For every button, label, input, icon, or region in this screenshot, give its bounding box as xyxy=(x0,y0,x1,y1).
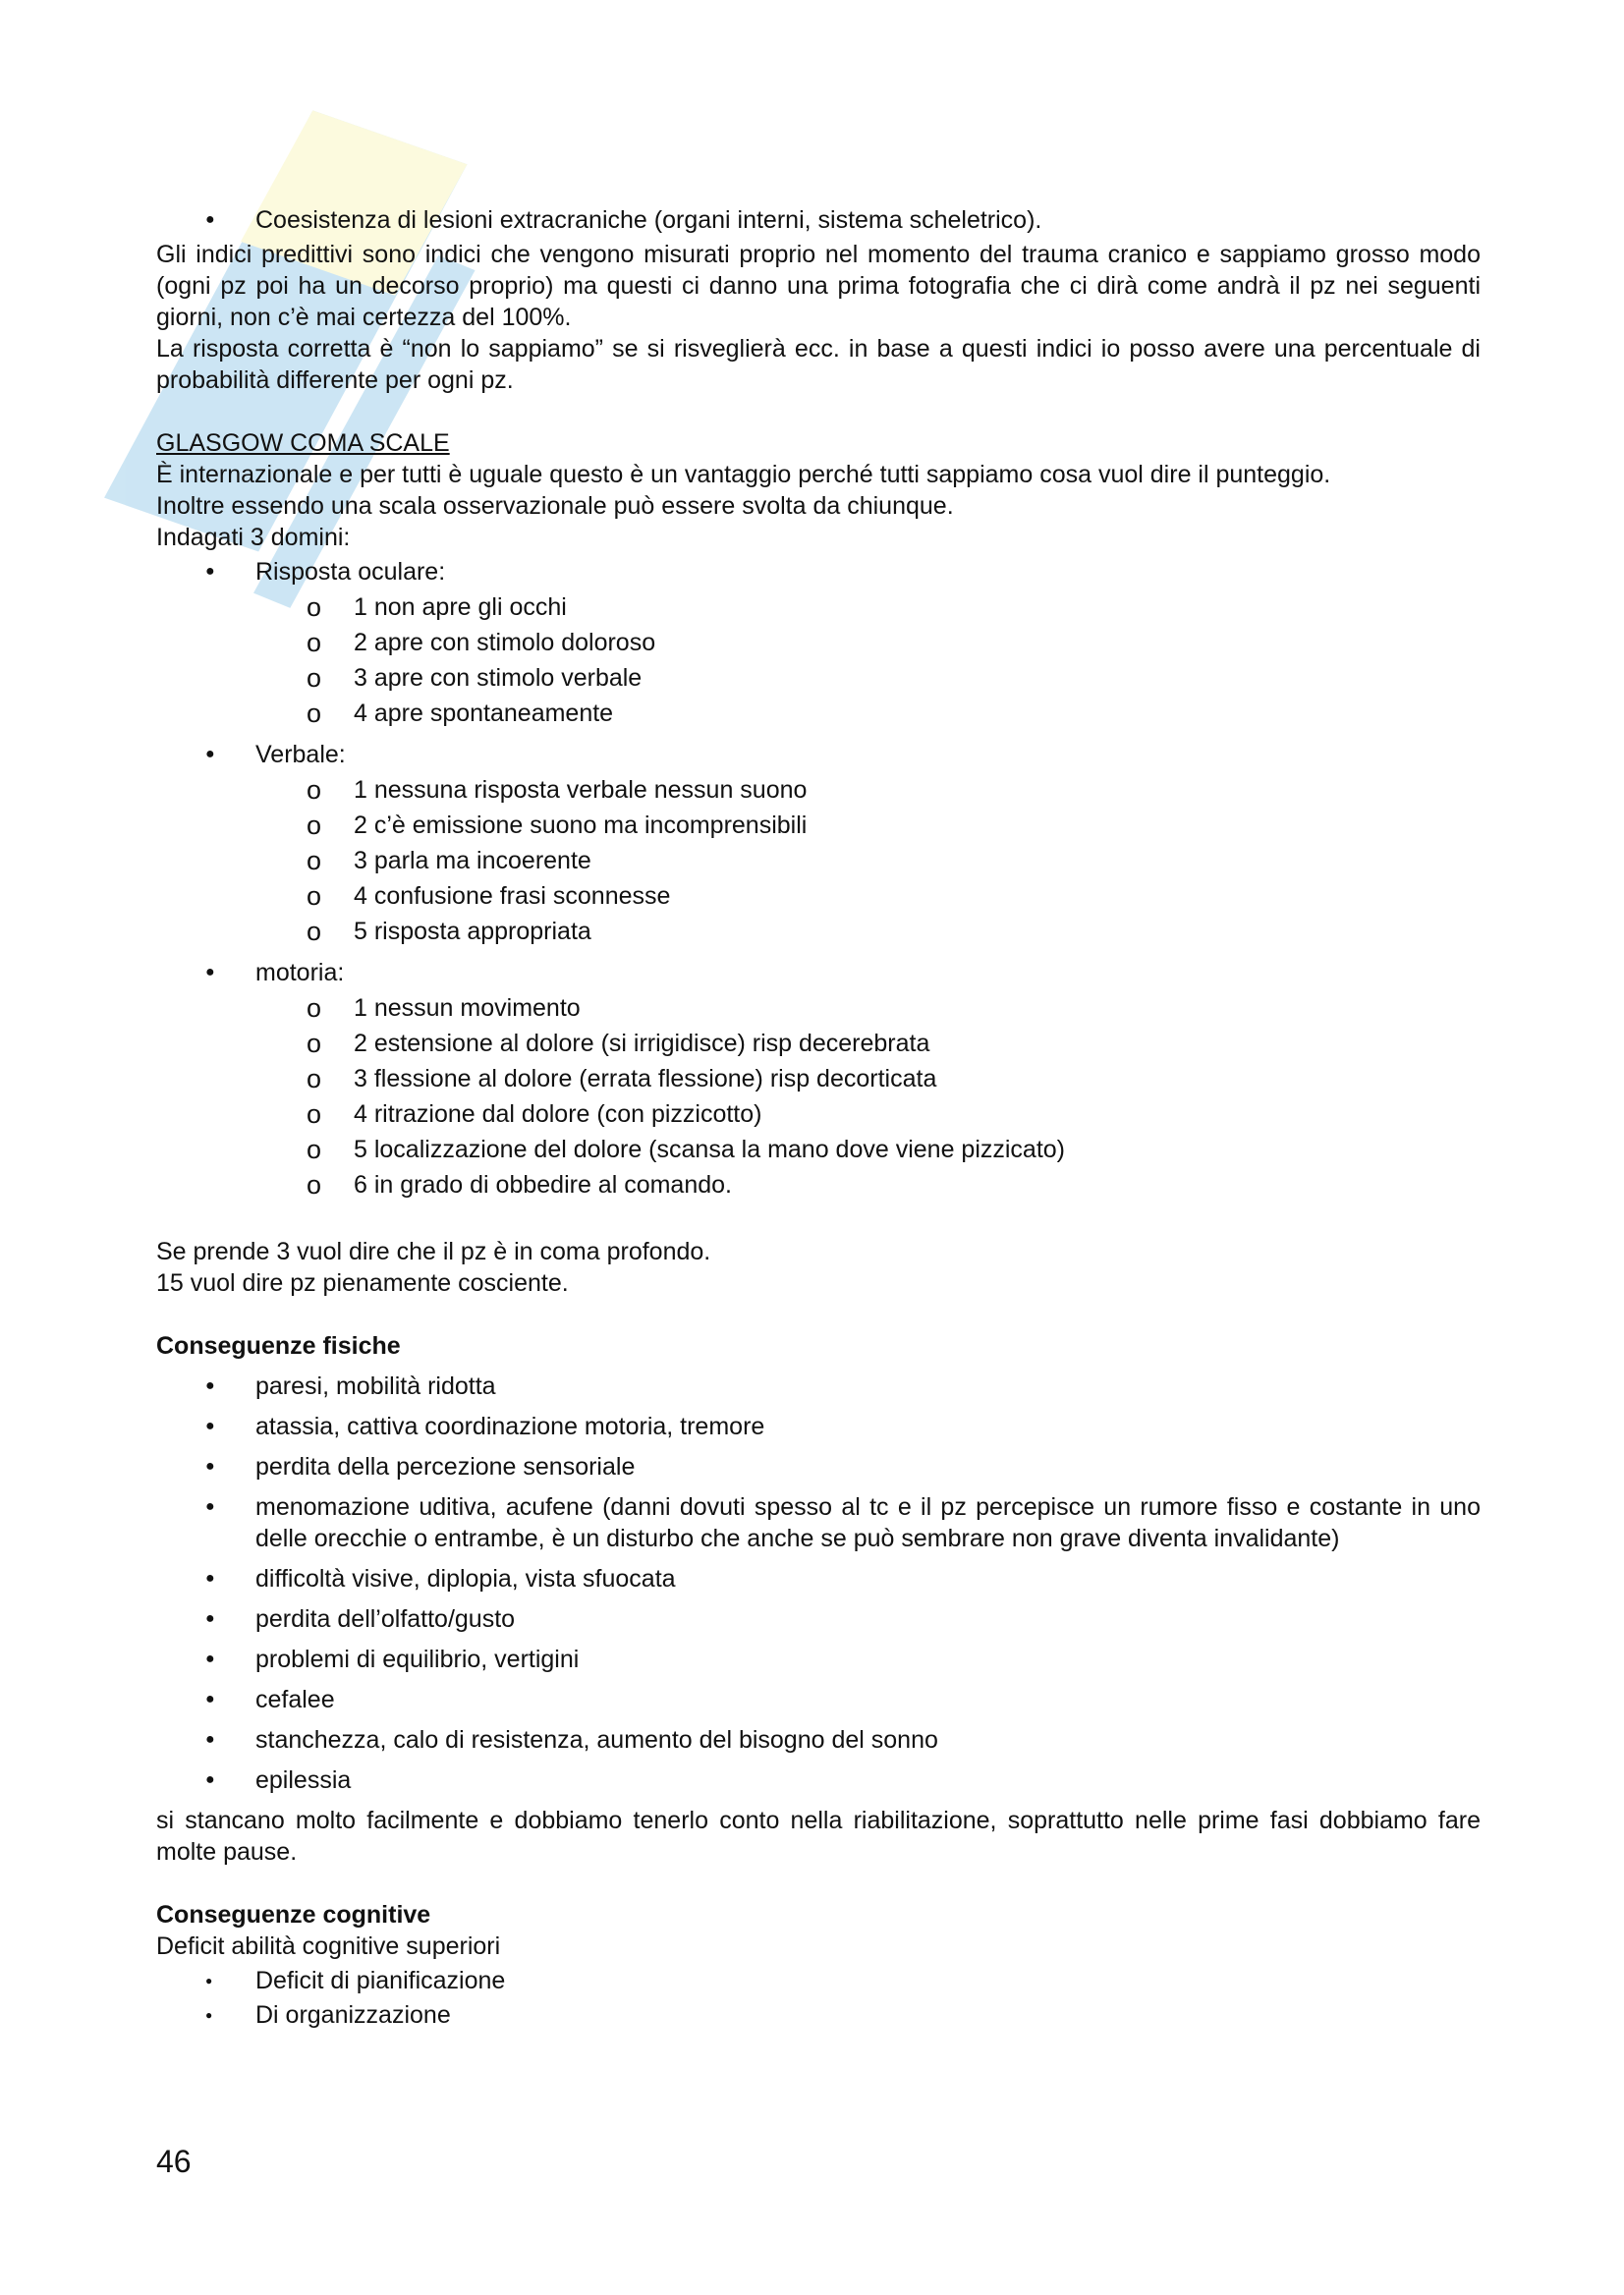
motor-item: o 6 in grado di obbedire al comando. xyxy=(156,1169,1481,1201)
physical-item: ● difficoltà visive, diplopia, vista sfuocata xyxy=(156,1563,1481,1595)
verbal-item: o 5 risposta appropriata xyxy=(156,916,1481,947)
physical-item: ● menomazione uditiva, acufene (danni dovuti spesso al tc e il pz percepisce un rumore fisso e costante in uno delle orecchie o entrambe, è un disturbo che anche se può sembrare non grave diventa invalidante) xyxy=(156,1491,1481,1554)
physical-list xyxy=(156,1371,1481,1796)
cognitive-item: ● Di organizzazione xyxy=(156,1999,1481,2031)
glasgow-heading: GLASGOW COMA SCALE xyxy=(156,429,450,457)
physical-note: si stancano molto facilmente e dobbiamo tenerlo conto nella riabilitazione, soprattutto nelle prime fasi dobbiamo fare molte pause. xyxy=(156,1807,1481,1866)
motor-item: o 5 localizzazione del dolore (scansa la mano dove viene pizzicato) xyxy=(156,1134,1481,1165)
motor-item: o 3 flessione al dolore (errata flessione) risp decorticata xyxy=(156,1063,1481,1094)
cognitive-heading: Conseguenze cognitive xyxy=(156,1901,431,1929)
physical-item: ● perdita dell’olfatto/gusto xyxy=(156,1603,1481,1635)
physical-heading: Conseguenze fisiche xyxy=(156,1332,401,1360)
score-high: 15 vuol dire pz pienamente cosciente. xyxy=(156,1269,569,1297)
physical-item: ● paresi, mobilità ridotta xyxy=(156,1371,1481,1402)
domain-ocular: ● Risposta oculare: xyxy=(156,556,1481,588)
motor-item: o 1 nessun movimento xyxy=(156,992,1481,1024)
domain-verbal: ● Verbale: xyxy=(156,739,1481,770)
verbal-item: o 3 parla ma incoerente xyxy=(156,845,1481,876)
intro-bullet: ● Coesistenza di lesioni extracraniche (organi interni, sistema scheletrico). xyxy=(156,204,1481,236)
ocular-item: o 3 apre con stimolo verbale xyxy=(156,662,1481,694)
physical-item: ● problemi di equilibrio, vertigini xyxy=(156,1644,1481,1675)
ocular-item: o 2 apre con stimolo doloroso xyxy=(156,627,1481,658)
domain-motor: ● motoria: xyxy=(156,957,1481,988)
score-low: Se prende 3 vuol dire che il pz è in coma profondo. xyxy=(156,1238,711,1265)
verbal-item: o 4 confusione frasi sconnesse xyxy=(156,880,1481,912)
physical-item: ● stanchezza, calo di resistenza, aumento del bisogno del sonno xyxy=(156,1724,1481,1756)
verbal-item: o 2 c’è emissione suono ma incomprensibili xyxy=(156,810,1481,841)
intro-paragraph-1: Gli indici predittivi sono indici che vengono misurati proprio nel momento del trauma cranico e sappiamo grosso modo (ogni pz poi ha un decorso proprio) ma questi ci danno una prima fotografia che ci dirà come andrà il pz nei seguenti giorni, non c’è mai certezza del 100%. xyxy=(156,241,1481,331)
physical-item: ● atassia, cattiva coordinazione motoria, tremore xyxy=(156,1411,1481,1442)
cognitive-item: ● Deficit di pianificazione xyxy=(156,1965,1481,1996)
glasgow-line-1: È internazionale e per tutti è uguale questo è un vantaggio perché tutti sappiamo cosa vuol dire il punteggio. xyxy=(156,461,1331,488)
ocular-item: o 4 apre spontaneamente xyxy=(156,698,1481,729)
physical-item: ● perdita della percezione sensoriale xyxy=(156,1451,1481,1483)
physical-item: ● epilessia xyxy=(156,1764,1481,1796)
cognitive-subheading: Deficit abilità cognitive superiori xyxy=(156,1932,501,1960)
intro-paragraph-2: La risposta corretta è “non lo sappiamo” se si risveglierà ecc. in base a questi indici io posso avere una percentuale di probabilità differente per ogni pz. xyxy=(156,335,1481,394)
glasgow-line-3: Indagati 3 domini: xyxy=(156,524,351,551)
verbal-item: o 1 nessuna risposta verbale nessun suono xyxy=(156,774,1481,806)
ocular-item: o 1 non apre gli occhi xyxy=(156,591,1481,623)
page-number: 46 xyxy=(156,2144,192,2179)
document-page xyxy=(156,201,1481,2034)
glasgow-line-2: Inoltre essendo una scala osservazionale può essere svolta da chiunque. xyxy=(156,492,954,520)
cognitive-list xyxy=(156,1965,1481,2031)
motor-item: o 2 estensione al dolore (si irrigidisce) risp decerebrata xyxy=(156,1028,1481,1059)
physical-item: ● cefalee xyxy=(156,1684,1481,1715)
motor-item: o 4 ritrazione dal dolore (con pizzicotto) xyxy=(156,1098,1481,1130)
glasgow-domain-list xyxy=(156,556,1481,1201)
